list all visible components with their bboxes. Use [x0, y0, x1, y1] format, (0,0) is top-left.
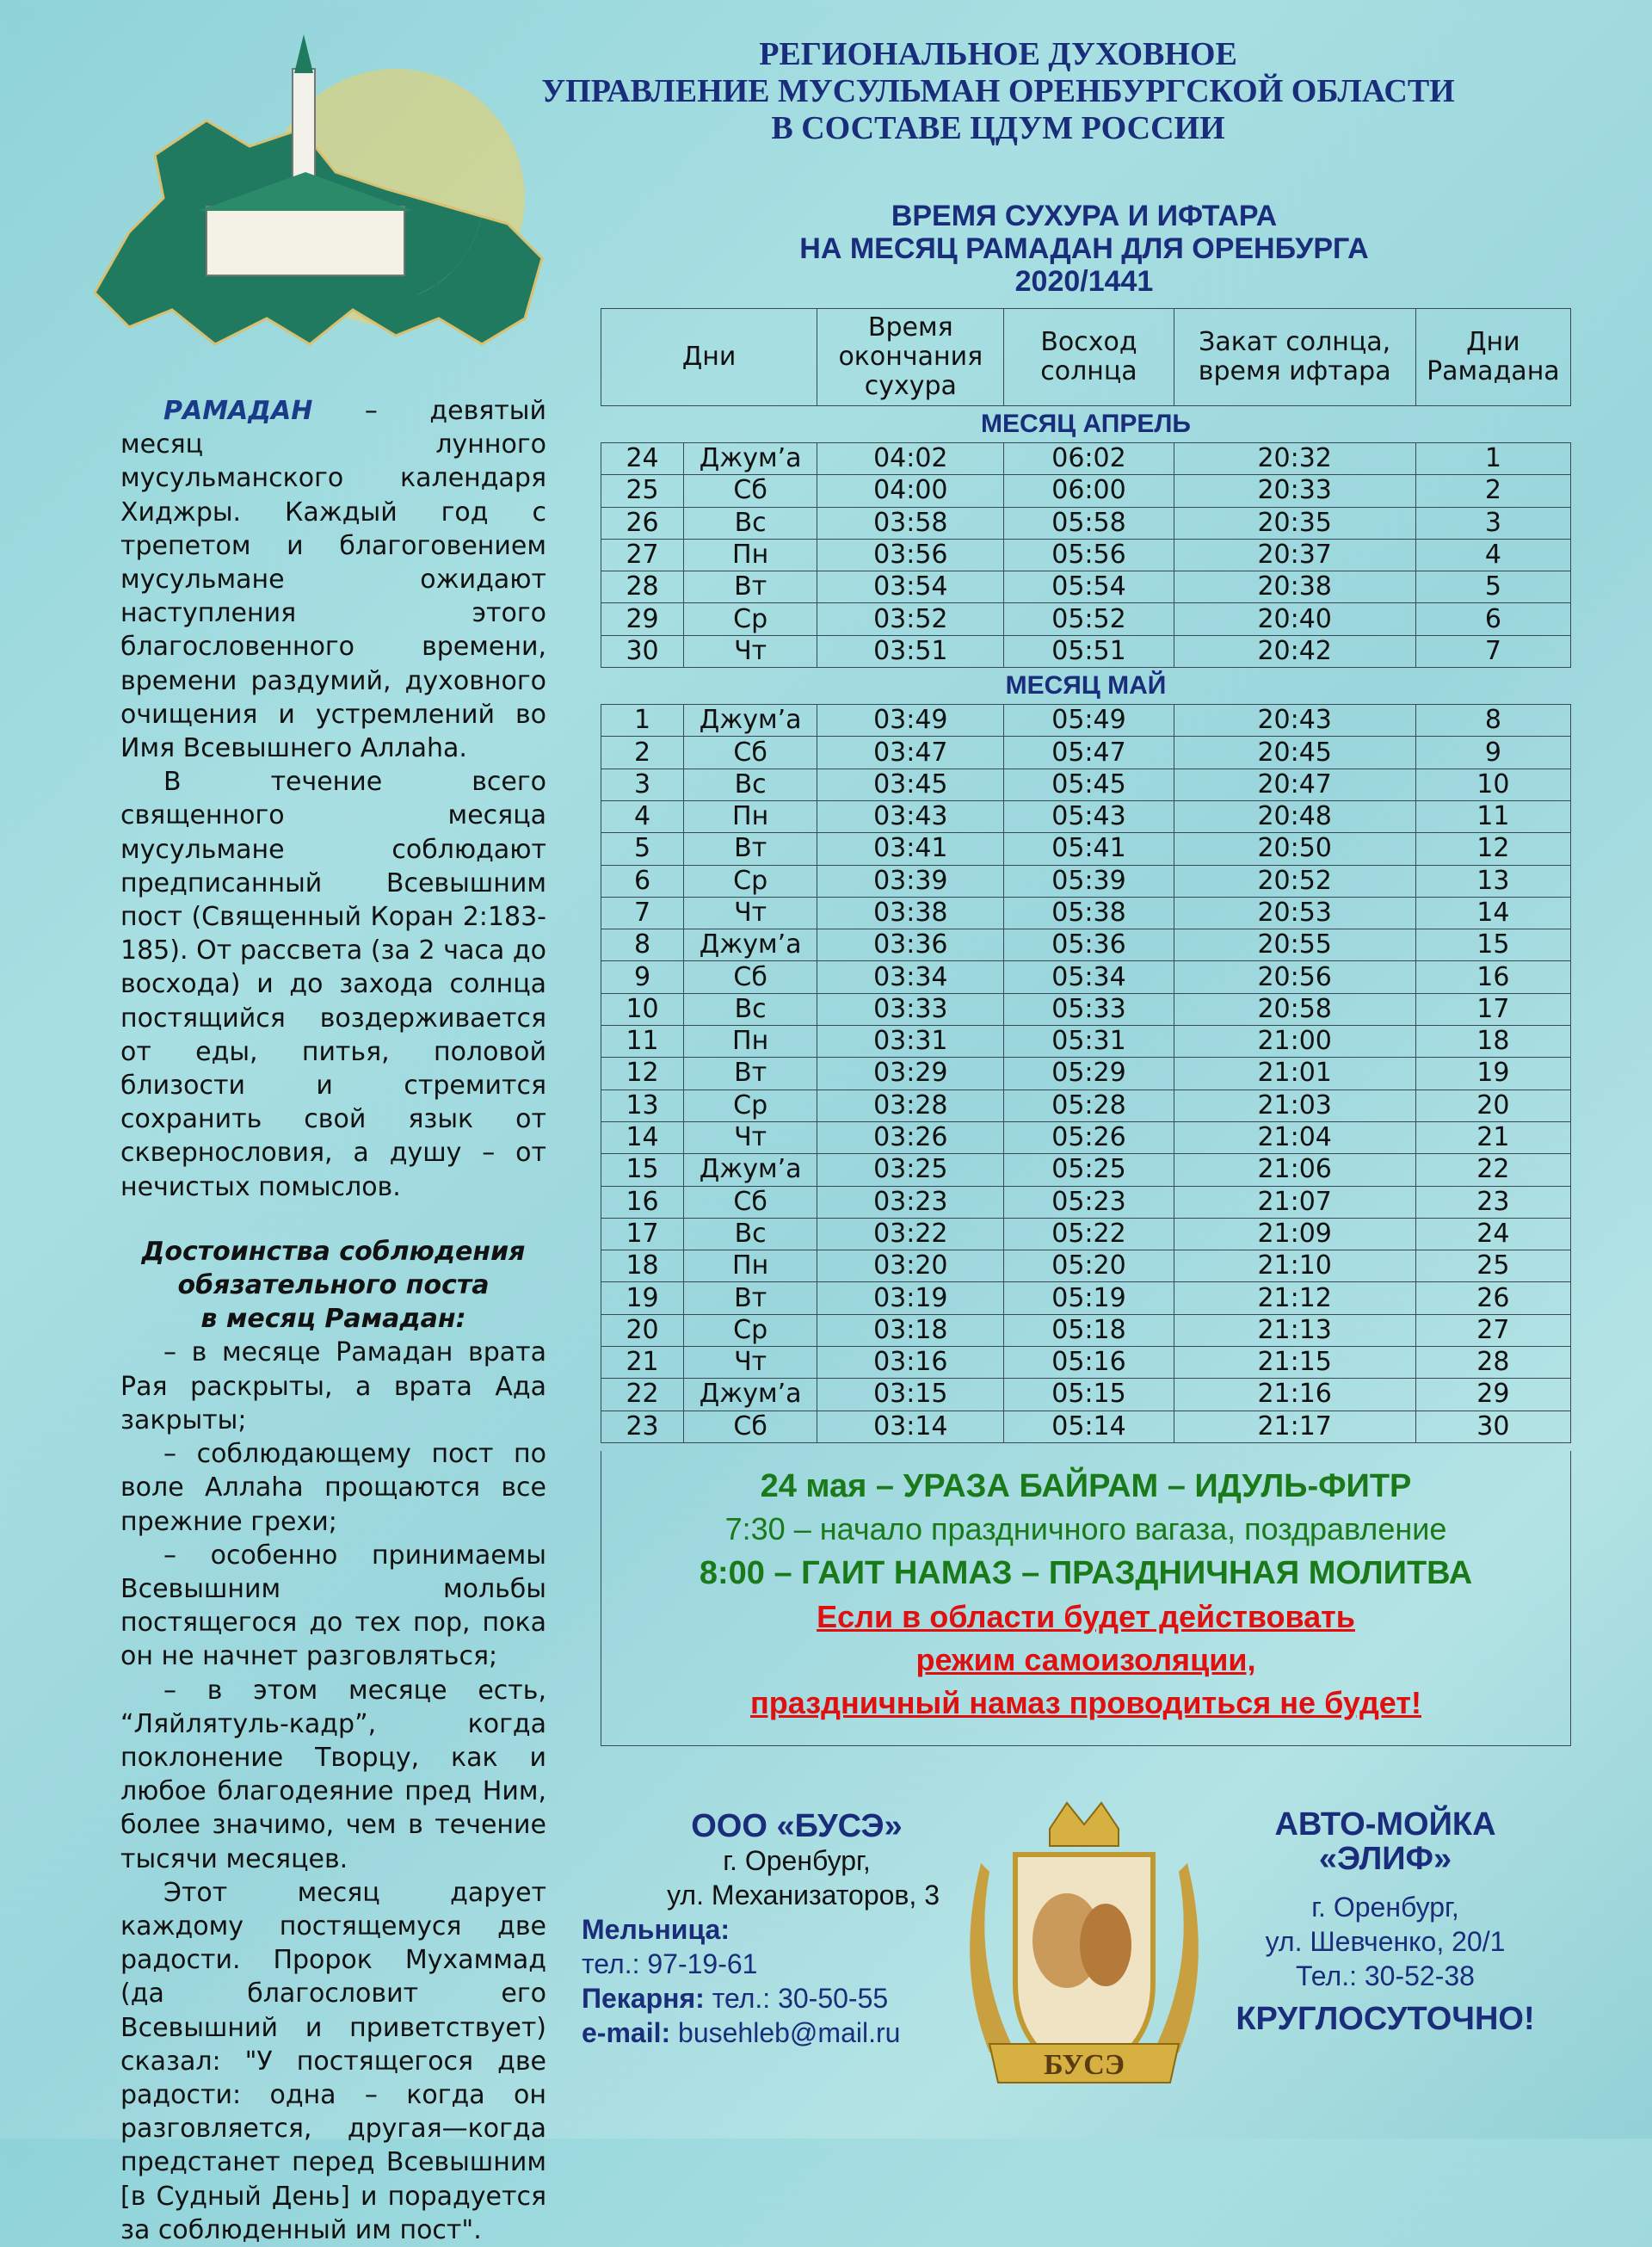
sunrise-time: 05:18 — [1004, 1314, 1174, 1346]
ramadan-day: 27 — [1415, 1314, 1570, 1346]
ramadan-day: 20 — [1415, 1090, 1570, 1121]
ramadan-day: 1 — [1415, 443, 1570, 475]
virtues-heading-3: в месяц Рамадан: — [200, 1304, 466, 1335]
iftar-time: 20:55 — [1174, 929, 1415, 961]
iftar-time: 21:13 — [1174, 1314, 1415, 1346]
ramadan-day: 8 — [1415, 705, 1570, 737]
suhur-end-time: 03:26 — [817, 1121, 1004, 1153]
suhur-end-time: 03:36 — [817, 929, 1004, 961]
virtue-item: – особенно принимаемы Всевышним мольбы постящегося до тех пор, пока он не начнет разговляться; — [120, 1540, 546, 1672]
sunrise-time: 05:52 — [1004, 603, 1174, 635]
table-row — [601, 1250, 1571, 1282]
virtues-heading-1: Достоинства соблюдения — [141, 1236, 526, 1267]
weekday: Джум’а — [684, 1379, 817, 1411]
day-number: 14 — [601, 1121, 684, 1153]
iftar-time: 21:10 — [1174, 1250, 1415, 1282]
iftar-time: 20:37 — [1174, 539, 1415, 571]
sunrise-time: 05:33 — [1004, 993, 1174, 1025]
header-line-1: РЕГИОНАЛЬНОЕ ДУХОВНОЕ — [759, 36, 1237, 72]
weekday: Пн — [684, 800, 817, 832]
elif-title-2: «ЭЛИФ» — [1318, 1841, 1452, 1877]
table-row — [601, 705, 1571, 737]
sunrise-time: 05:38 — [1004, 897, 1174, 929]
subtitle-line-3: 2020/1441 — [1014, 265, 1154, 298]
weekday: Вс — [684, 993, 817, 1025]
suhur-end-time: 03:58 — [817, 507, 1004, 539]
table-row — [601, 1058, 1571, 1090]
warning-line-3: праздничный намаз проводиться не будет! — [750, 1685, 1421, 1720]
day-number: 30 — [601, 635, 684, 667]
virtues-heading-2: обязательного поста — [177, 1270, 490, 1301]
weekday: Пн — [684, 1026, 817, 1058]
subtitle-line-2: НА МЕСЯЦ РАМАДАН ДЛЯ ОРЕНБУРГА — [799, 232, 1369, 265]
ramadan-day: 28 — [1415, 1347, 1570, 1379]
day-number: 25 — [601, 475, 684, 507]
email-address[interactable]: busehleb@mail.ru — [670, 2017, 901, 2048]
suhur-end-time: 03:41 — [817, 833, 1004, 865]
sunrise-time: 05:41 — [1004, 833, 1174, 865]
table-row — [601, 929, 1571, 961]
weekday: Джум’а — [684, 705, 817, 737]
iftar-time: 20:47 — [1174, 769, 1415, 800]
header-days: Дни — [601, 309, 817, 406]
day-number: 3 — [601, 769, 684, 800]
day-number: 27 — [601, 539, 684, 571]
table-row — [601, 443, 1571, 475]
iftar-time: 21:09 — [1174, 1218, 1415, 1250]
table-row — [601, 1121, 1571, 1153]
weekday: Вс — [684, 769, 817, 800]
day-number: 11 — [601, 1026, 684, 1058]
ramadan-day: 12 — [1415, 833, 1570, 865]
iftar-time: 20:32 — [1174, 443, 1415, 475]
weekday: Ср — [684, 603, 817, 635]
iftar-time: 21:16 — [1174, 1379, 1415, 1411]
suhur-end-time: 04:02 — [817, 443, 1004, 475]
weekday: Сб — [684, 1186, 817, 1218]
suhur-end-time: 03:22 — [817, 1218, 1004, 1250]
table-row — [601, 1314, 1571, 1346]
table-row — [601, 1218, 1571, 1250]
weekday: Сб — [684, 1411, 817, 1442]
header-line-2: УПРАВЛЕНИЕ МУСУЛЬМАН ОРЕНБУРГСКОЙ ОБЛАСТИ — [541, 73, 1455, 109]
suhur-end-time: 03:31 — [817, 1026, 1004, 1058]
suhur-end-time: 03:33 — [817, 993, 1004, 1025]
weekday: Вт — [684, 1058, 817, 1090]
bakery-line — [582, 1981, 960, 2016]
elif-title-1: АВТО-МОЙКА — [1274, 1806, 1496, 1843]
day-number: 19 — [601, 1282, 684, 1314]
suhur-end-time: 03:19 — [817, 1282, 1004, 1314]
bakery-phone: тел.: 30-50-55 — [704, 1983, 889, 2014]
weekday: Чт — [684, 1121, 817, 1153]
sunrise-time: 05:19 — [1004, 1282, 1174, 1314]
ramadan-day: 9 — [1415, 737, 1570, 769]
sunrise-time: 05:47 — [1004, 737, 1174, 769]
day-number: 8 — [601, 929, 684, 961]
suhur-end-time: 03:54 — [817, 571, 1004, 603]
day-number: 7 — [601, 897, 684, 929]
table-row — [601, 475, 1571, 507]
day-number: 29 — [601, 603, 684, 635]
header-sunset-iftar: Закат солнца, время ифтара — [1174, 309, 1415, 406]
suhur-end-time: 03:38 — [817, 897, 1004, 929]
iftar-time: 21:07 — [1174, 1186, 1415, 1218]
elif-phone: Тел.: 30-52-38 — [1296, 1960, 1475, 1991]
sunrise-time: 06:02 — [1004, 443, 1174, 475]
sunrise-time: 05:16 — [1004, 1347, 1174, 1379]
crest-label: БУСЭ — [1044, 2049, 1125, 2081]
suhur-end-time: 03:25 — [817, 1154, 1004, 1186]
header-suhur-end: Время окончания сухура — [817, 309, 1004, 406]
table-row — [601, 865, 1571, 897]
buse-crest-logo — [955, 1794, 1213, 2108]
virtue-item: – в месяце Рамадан врата Рая раскрыты, а врата Ада закрыты; — [120, 1337, 546, 1435]
day-number: 23 — [601, 1411, 684, 1442]
ramadan-day: 19 — [1415, 1058, 1570, 1090]
table-row — [601, 507, 1571, 539]
table-row — [601, 539, 1571, 571]
ramadan-day: 29 — [1415, 1379, 1570, 1411]
ramadan-day: 15 — [1415, 929, 1570, 961]
table-row — [601, 800, 1571, 832]
virtue-item: – в этом месяце есть, “Ляйлятуль-кадр”, когда поклонение Творцу, как и любое благодеяние пред Ним, более значимо, чем в течение тысячи месяцев. — [120, 1675, 546, 1874]
table-row — [601, 993, 1571, 1025]
sunrise-time: 05:43 — [1004, 800, 1174, 832]
sunrise-time: 05:45 — [1004, 769, 1174, 800]
table-row — [601, 1411, 1571, 1442]
sunrise-time: 05:56 — [1004, 539, 1174, 571]
table-row — [601, 603, 1571, 635]
hadith-paragraph: Этот месяц дарует каждому постящемуся две радости. Пророк Мухаммад (да благословит его Всевышний и приветствует) сказал: "У постящегося две радости: одна – когда он разговляется, другая—когда предстанет перед Всевышним [в Судный День] и порадуется за соблюденный им пост". — [120, 1877, 546, 2245]
table-row — [601, 1154, 1571, 1186]
table-row — [601, 833, 1571, 865]
intro-text: – девятый месяц лунного мусульманского календаря Хиджры. Каждый год с трепетом и благоговением мусульмане ожидают наступления этого благословенного времени, времени раздумий, духовного очищения и устремлений во Имя Всевышнего Аллаhа. — [120, 396, 546, 764]
iftar-time: 20:40 — [1174, 603, 1415, 635]
elif-hours: КРУГЛОСУТОЧНО! — [1236, 2001, 1535, 2037]
ramadan-day: 5 — [1415, 571, 1570, 603]
ramadan-day: 24 — [1415, 1218, 1570, 1250]
mill-label: Мельница: — [582, 1914, 730, 1945]
month-heading-row — [601, 668, 1571, 705]
iftar-time: 20:43 — [1174, 705, 1415, 737]
weekday: Вт — [684, 1282, 817, 1314]
day-number: 17 — [601, 1218, 684, 1250]
ramadan-day: 6 — [1415, 603, 1570, 635]
ramadan-day: 23 — [1415, 1186, 1570, 1218]
elif-city: г. Оренбург, — [1311, 1892, 1459, 1923]
day-number: 1 — [601, 705, 684, 737]
elif-advertisement — [1205, 1807, 1566, 2036]
eid-prayer-line: 8:00 – ГАИТ НАМАЗ – ПРАЗДНИЧНАЯ МОЛИТВА — [699, 1555, 1473, 1591]
iftar-time: 20:58 — [1174, 993, 1415, 1025]
weekday: Чт — [684, 1347, 817, 1379]
buse-city: г. Оренбург, — [723, 1845, 871, 1876]
table-header-row — [601, 309, 1571, 406]
suhur-end-time: 03:52 — [817, 603, 1004, 635]
day-number: 6 — [601, 865, 684, 897]
suhur-end-time: 04:00 — [817, 475, 1004, 507]
header-line-3: В СОСТАВЕ ЦДУМ РОССИИ — [771, 110, 1225, 146]
sunrise-time: 05:31 — [1004, 1026, 1174, 1058]
mill-phone: тел.: 97-19-61 — [582, 1948, 758, 1979]
suhur-end-time: 03:29 — [817, 1058, 1004, 1090]
organization-header — [361, 36, 1635, 147]
ramadan-day: 26 — [1415, 1282, 1570, 1314]
virtues-heading — [120, 1235, 546, 1336]
ramadan-day: 25 — [1415, 1250, 1570, 1282]
ramadan-day: 7 — [1415, 635, 1570, 667]
iftar-time: 20:42 — [1174, 635, 1415, 667]
header-ramadan-day: Дни Рамадана — [1415, 309, 1570, 406]
ramadan-day: 10 — [1415, 769, 1570, 800]
ramadan-day: 30 — [1415, 1411, 1570, 1442]
day-number: 18 — [601, 1250, 684, 1282]
day-number: 26 — [601, 507, 684, 539]
weekday: Джум’а — [684, 929, 817, 961]
day-number: 4 — [601, 800, 684, 832]
sunrise-time: 05:28 — [1004, 1090, 1174, 1121]
suhur-end-time: 03:43 — [817, 800, 1004, 832]
sunrise-time: 05:49 — [1004, 705, 1174, 737]
ramadan-day: 3 — [1415, 507, 1570, 539]
sermon-start-line: 7:30 – начало праздничного вагаза, поздравление — [724, 1511, 1447, 1546]
fasting-paragraph: В течение всего священного месяца мусульмане соблюдают предписанный Всевышним пост (Священный Коран 2:183-185). От рассвета (за 2 часа до восхода) и до захода солнца постящийся воздерживается от еды, питья, половой близости и стремится сохранить свой язык от сквернословия, а душу – от нечистых помыслов. — [120, 767, 546, 1202]
sunrise-time: 06:00 — [1004, 475, 1174, 507]
ramadan-day: 21 — [1415, 1121, 1570, 1153]
suhur-end-time: 03:15 — [817, 1379, 1004, 1411]
suhur-end-time: 03:23 — [817, 1186, 1004, 1218]
sunrise-time: 05:54 — [1004, 571, 1174, 603]
iftar-time: 20:50 — [1174, 833, 1415, 865]
table-row — [601, 1026, 1571, 1058]
ramadan-day: 13 — [1415, 865, 1570, 897]
table-row — [601, 571, 1571, 603]
suhur-end-time: 03:18 — [817, 1314, 1004, 1346]
day-number: 2 — [601, 737, 684, 769]
ramadan-day: 11 — [1415, 800, 1570, 832]
weekday: Чт — [684, 635, 817, 667]
iftar-time: 20:45 — [1174, 737, 1415, 769]
suhur-end-time: 03:47 — [817, 737, 1004, 769]
sunrise-time: 05:20 — [1004, 1250, 1174, 1282]
weekday: Чт — [684, 897, 817, 929]
iftar-time: 21:04 — [1174, 1121, 1415, 1153]
suhur-end-time: 03:49 — [817, 705, 1004, 737]
weekday: Сб — [684, 961, 817, 993]
iftar-time: 20:53 — [1174, 897, 1415, 929]
iftar-time: 20:52 — [1174, 865, 1415, 897]
suhur-end-time: 03:45 — [817, 769, 1004, 800]
warning-line-2: режим самоизоляции, — [915, 1642, 1256, 1677]
weekday: Пн — [684, 539, 817, 571]
weekday: Вс — [684, 507, 817, 539]
suhur-end-time: 03:14 — [817, 1411, 1004, 1442]
elif-street: ул. Шевченко, 20/1 — [1265, 1926, 1506, 1957]
suhur-end-time: 03:39 — [817, 865, 1004, 897]
day-number: 12 — [601, 1058, 684, 1090]
suhur-end-time: 03:51 — [817, 635, 1004, 667]
suhur-end-time: 03:16 — [817, 1347, 1004, 1379]
subtitle-line-1: ВРЕМЯ СУХУРА И ИФТАРА — [891, 200, 1278, 232]
iftar-time: 20:35 — [1174, 507, 1415, 539]
iftar-time: 20:56 — [1174, 961, 1415, 993]
iftar-time: 21:12 — [1174, 1282, 1415, 1314]
table-row — [601, 635, 1571, 667]
iftar-time: 21:06 — [1174, 1154, 1415, 1186]
weekday: Вс — [684, 1218, 817, 1250]
bakery-label: Пекарня: — [582, 1983, 705, 2014]
ramadan-day: 2 — [1415, 475, 1570, 507]
day-number: 13 — [601, 1090, 684, 1121]
sunrise-time: 05:22 — [1004, 1218, 1174, 1250]
ramadan-day: 18 — [1415, 1026, 1570, 1058]
eid-announcement — [601, 1451, 1571, 1746]
iftar-time: 21:17 — [1174, 1411, 1415, 1442]
weekday: Пн — [684, 1250, 817, 1282]
virtue-item: – соблюдающему пост по воле Аллаhа прощаются все прежние грехи; — [120, 1439, 546, 1537]
ramadan-description — [120, 394, 546, 2247]
table-row — [601, 1186, 1571, 1218]
table-row — [601, 1282, 1571, 1314]
month-heading: МЕСЯЦ АПРЕЛЬ — [981, 410, 1191, 438]
day-number: 22 — [601, 1379, 684, 1411]
day-number: 28 — [601, 571, 684, 603]
sunrise-time: 05:25 — [1004, 1154, 1174, 1186]
table-row — [601, 737, 1571, 769]
table-row — [601, 961, 1571, 993]
weekday: Сб — [684, 475, 817, 507]
weekday: Джум’а — [684, 443, 817, 475]
buse-street: ул. Механизаторов, 3 — [667, 1880, 940, 1911]
sunrise-time: 05:26 — [1004, 1121, 1174, 1153]
day-number: 20 — [601, 1314, 684, 1346]
suhur-end-time: 03:34 — [817, 961, 1004, 993]
suhur-end-time: 03:20 — [817, 1250, 1004, 1282]
sunrise-time: 05:39 — [1004, 865, 1174, 897]
sunrise-time: 05:51 — [1004, 635, 1174, 667]
day-number: 9 — [601, 961, 684, 993]
table-row — [601, 1347, 1571, 1379]
email-line — [582, 2016, 960, 2050]
iftar-time: 21:01 — [1174, 1058, 1415, 1090]
weekday: Ср — [684, 1314, 817, 1346]
ramadan-schedule-table — [601, 308, 1571, 1443]
day-number: 24 — [601, 443, 684, 475]
table-row — [601, 897, 1571, 929]
ramadan-day: 17 — [1415, 993, 1570, 1025]
ramadan-day: 16 — [1415, 961, 1570, 993]
intro-paragraph — [120, 394, 546, 765]
ramadan-day: 22 — [1415, 1154, 1570, 1186]
buse-advertisement — [582, 1809, 960, 2050]
weekday: Вт — [684, 833, 817, 865]
weekday: Вт — [684, 571, 817, 603]
sunrise-time: 05:14 — [1004, 1411, 1174, 1442]
schedule-title — [654, 200, 1514, 298]
weekday: Сб — [684, 737, 817, 769]
header-sunrise: Восход солнца — [1004, 309, 1174, 406]
ramadan-day: 4 — [1415, 539, 1570, 571]
warning-line-1: Если в области будет действовать — [817, 1599, 1355, 1634]
weekday: Ср — [684, 865, 817, 897]
weekday: Ср — [684, 1090, 817, 1121]
sunrise-time: 05:29 — [1004, 1058, 1174, 1090]
sunrise-time: 05:58 — [1004, 507, 1174, 539]
suhur-end-time: 03:28 — [817, 1090, 1004, 1121]
day-number: 5 — [601, 833, 684, 865]
buse-company-name: ООО «БУСЭ» — [691, 1808, 903, 1844]
table-row — [601, 1090, 1571, 1121]
iftar-time: 21:15 — [1174, 1347, 1415, 1379]
sunrise-time: 05:23 — [1004, 1186, 1174, 1218]
ramadan-day: 14 — [1415, 897, 1570, 929]
day-number: 16 — [601, 1186, 684, 1218]
month-heading: МЕСЯЦ МАЙ — [1005, 671, 1167, 701]
day-number: 15 — [601, 1154, 684, 1186]
sunrise-time: 05:15 — [1004, 1379, 1174, 1411]
eid-date-line: 24 мая – УРАЗА БАЙРАМ – ИДУЛЬ-ФИТР — [760, 1468, 1412, 1504]
table-row — [601, 769, 1571, 800]
sunrise-time: 05:34 — [1004, 961, 1174, 993]
ramadan-keyword: РАМАДАН — [163, 396, 313, 426]
iftar-time: 21:03 — [1174, 1090, 1415, 1121]
iftar-time: 20:38 — [1174, 571, 1415, 603]
weekday: Джум’а — [684, 1154, 817, 1186]
day-number: 10 — [601, 993, 684, 1025]
iftar-time: 20:48 — [1174, 800, 1415, 832]
day-number: 21 — [601, 1347, 684, 1379]
email-label: e-mail: — [582, 2017, 671, 2048]
sunrise-time: 05:36 — [1004, 929, 1174, 961]
month-heading-row — [601, 406, 1571, 443]
suhur-end-time: 03:56 — [817, 539, 1004, 571]
iftar-time: 20:33 — [1174, 475, 1415, 507]
iftar-time: 21:00 — [1174, 1026, 1415, 1058]
table-row — [601, 1379, 1571, 1411]
